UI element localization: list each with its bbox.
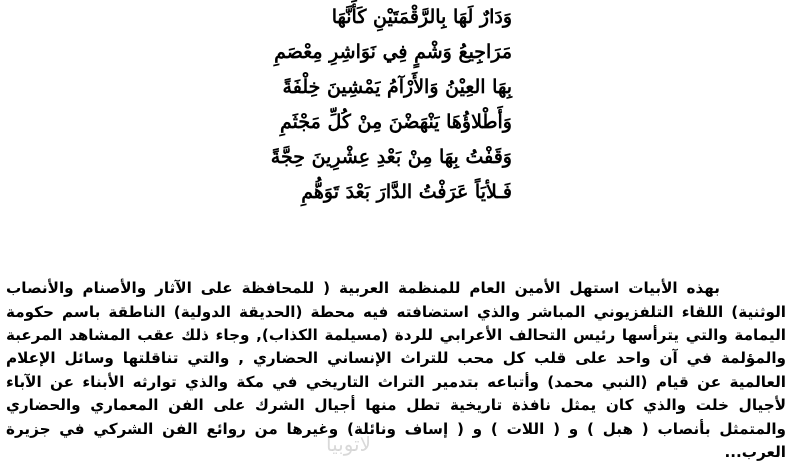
watermark: لاتوبيا <box>326 432 371 456</box>
poem-verse: وَأَطْلاؤُهَا يَنْهَضْنَ مِنْ كُلِّ مَجْثَمِ <box>280 111 512 133</box>
poem-verse: وَقَفْتُ بِهَا مِنْ بَعْدِ عِشْرِينَ حِجَّةً <box>270 146 512 168</box>
poem <box>212 2 512 212</box>
poem-verse: مَرَاجِيعُ وَشْمٍ فِي نَوَاشِرِ مِعْصَمِ <box>274 41 512 63</box>
poem-verse: وَدَارٌ لَهَا بِالرَّقْمَتَيْنِ كَأَنَّهَا <box>331 6 512 28</box>
body-paragraph: بهذه الأبيات استهل الأمين العام للمنظمة العربية ( للمحافظة على الآثار والأصنام والأنصاب الوثنية) اللقاء التلفزيوني المباشر والذي استضافته فيه محطة (الحديقة الدولية) الناطقة باسم حكومة اليمامة والتي يترأسها رئيس التحالف الأعرابي للردة (مسيلمة الكذاب), وجاء ذلك عقب المشاهد المرعبة والمؤلمة في آن واحد على قلب كل محب للتراث الإنساني الحضاري , والتي تناقلتها وسائل الإعلام العالمية عن قيام (النبي محمد) وأتباعه بتدمير التراث التاريخي في مكة والذي توارثه الأبناء عن الآباء لأجيال خلت والذي كان يمثل نافذة تاريخية تطل منها أجيال الشرك على الفن المعماري والحضاري والمتمثل بأنصاب ( هبل ) و ( اللات ) و ( إساف ونائلة) وغيرها من روائع الفن الشركي في جزيرة العرب... <box>6 279 786 462</box>
poem-verse: فَـلأيَاً عَرَفْتُ الدَّارَ بَعْدَ تَوَهُّمِ <box>301 181 512 203</box>
poem-verse: بِهَا العِيْنُ وَالأَرْآمُ يَمْشِينَ خِلْفَةً <box>282 76 512 98</box>
